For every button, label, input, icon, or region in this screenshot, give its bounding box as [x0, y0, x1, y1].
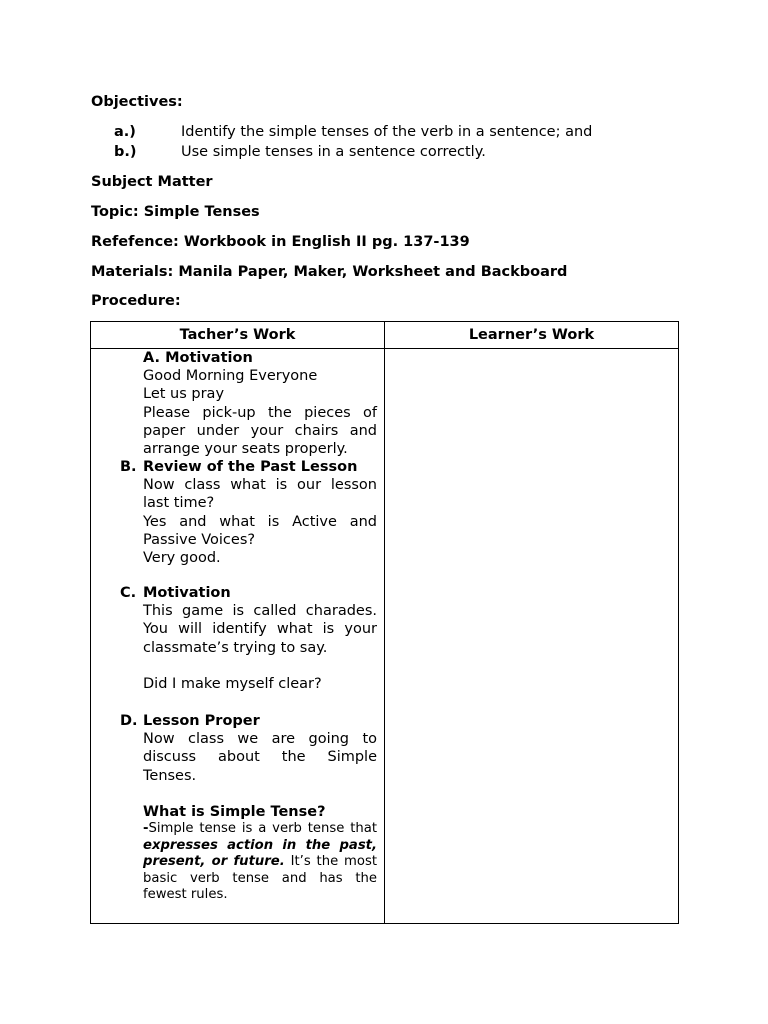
section-line: Did I make myself clear?	[143, 675, 322, 692]
section-marker: C.	[120, 585, 137, 601]
procedure-title: Procedure:	[91, 293, 181, 309]
reference: Refefence: Workbook in English II pg. 137-139	[91, 234, 470, 250]
section-heading	[143, 349, 377, 367]
section-title: Motivation	[143, 585, 231, 601]
table-row	[91, 349, 679, 924]
teachers-work-header: Tacher’s Work	[91, 322, 385, 349]
materials: Materials: Manila Paper, Maker, Worksheet and Backboard	[91, 264, 568, 280]
section-subtitle: What is Simple Tense?	[143, 803, 326, 820]
section-marker: D.	[120, 713, 138, 729]
section-title: Review of the Past Lesson	[143, 459, 358, 475]
definition-text	[143, 821, 377, 904]
subject-matter: Subject Matter	[91, 174, 213, 190]
section-line: Now class we are going to discuss about the Simple Tenses.	[143, 731, 377, 784]
section-line: This game is called charades. You will identify what is your classmate’s trying to say.	[143, 603, 377, 656]
objective-marker: a.)	[114, 124, 136, 140]
objective-marker: b.)	[114, 144, 137, 160]
section-line: Now class what is our lesson last time?	[143, 477, 377, 512]
definition-end: It’s the most basic verb tense and has the fewest rules.	[143, 854, 378, 903]
teachers-work-cell	[91, 349, 385, 924]
procedure-table	[90, 321, 679, 924]
section-b	[120, 458, 377, 567]
objectives-title: Objectives:	[91, 94, 183, 110]
learners-work-header: Learner’s Work	[385, 322, 679, 349]
section-line: Yes and what is Active and Passive Voices?	[143, 513, 377, 548]
section-d	[120, 712, 378, 904]
section-a	[143, 349, 377, 458]
objective-item	[114, 143, 486, 161]
objective-item	[114, 123, 592, 141]
section-title: Lesson Proper	[143, 713, 260, 729]
definition-dash: -	[143, 821, 149, 837]
section-title: Motivation	[165, 350, 253, 366]
topic: Topic: Simple Tenses	[91, 204, 260, 220]
objective-text: Use simple tenses in a sentence correctly.	[181, 144, 486, 160]
section-heading	[120, 712, 377, 730]
section-line: Very good.	[143, 550, 221, 567]
section-c	[120, 584, 377, 693]
table-header-row	[91, 322, 679, 349]
section-marker: A.	[143, 350, 160, 366]
section-heading	[120, 458, 377, 476]
learners-work-cell	[385, 349, 679, 924]
objective-text: Identify the simple tenses of the verb in a sentence; and	[181, 124, 593, 140]
section-line: Good Morning Everyone	[143, 368, 318, 385]
definition-start: Simple tense is a verb tense that	[148, 821, 377, 837]
section-heading	[120, 584, 377, 602]
section-line: Please pick-up the pieces of paper under your chairs and arrange your seats properly.	[143, 404, 377, 458]
definition-emphasis: expresses action in the past, present, or future.	[143, 837, 377, 870]
section-marker: B.	[120, 459, 137, 475]
section-line: Let us pray	[143, 386, 225, 403]
